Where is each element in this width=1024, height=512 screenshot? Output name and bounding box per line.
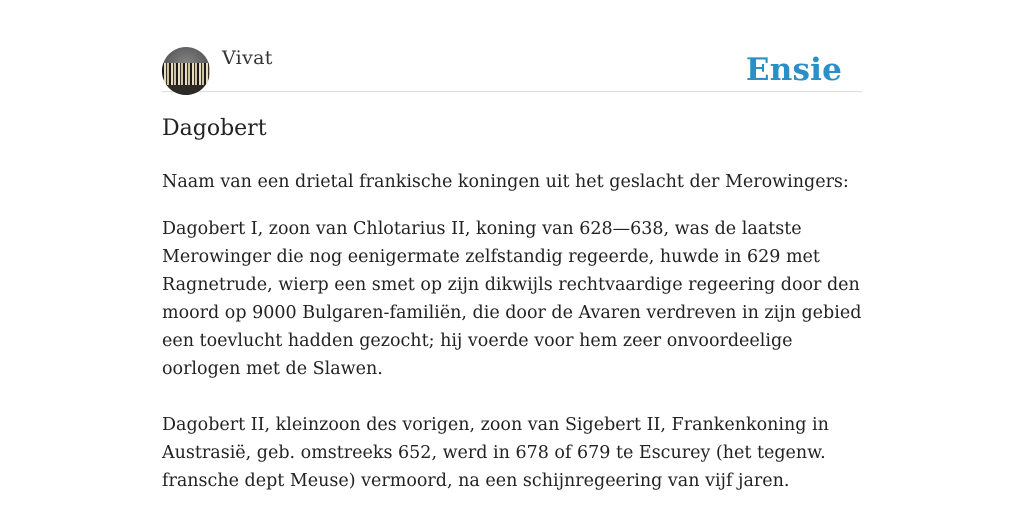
article-paragraph: Dagobert II, kleinzoon des vorigen, zoon van Sigebert II, Frankenkoning in Austrasië, geb. omstreeks 652, werd in 678 of 679 te Escurey (het tegenw. fransche dept Meuse) vermoord, na een schijnregeering van vijf jaren. xyxy=(162,415,829,491)
header xyxy=(162,0,862,92)
avatar[interactable] xyxy=(162,47,210,95)
paragraph-spacer xyxy=(162,383,862,411)
shelf-image xyxy=(162,85,210,95)
site-name-link[interactable]: Vivat xyxy=(222,47,273,69)
article-paragraph: Dagobert I, zoon van Chlotarius II, koning van 628—638, was de laatste Merowinger die nog eenigermate zelfstandig regeerde, huwde in 629 met Ragnetrude, wierp een smet op zijn dikwijls rechtvaardige regeering door den moord op 9000 Bulgaren-familiën, die door de Avaren verdreven in zijn gebied een toevlucht hadden gezocht; hij voerde voor hem zeer onvoordeelige oorlogen met de Slawen. xyxy=(162,219,862,379)
brand-logo[interactable]: Ensie xyxy=(745,52,842,88)
page-title: Dagobert xyxy=(162,116,267,141)
article-intro: Naam van een drietal frankische koningen uit het geslacht der Merowingers: xyxy=(162,172,849,192)
page xyxy=(162,0,862,491)
bookshelf-image xyxy=(162,63,210,85)
article-body xyxy=(162,168,862,495)
